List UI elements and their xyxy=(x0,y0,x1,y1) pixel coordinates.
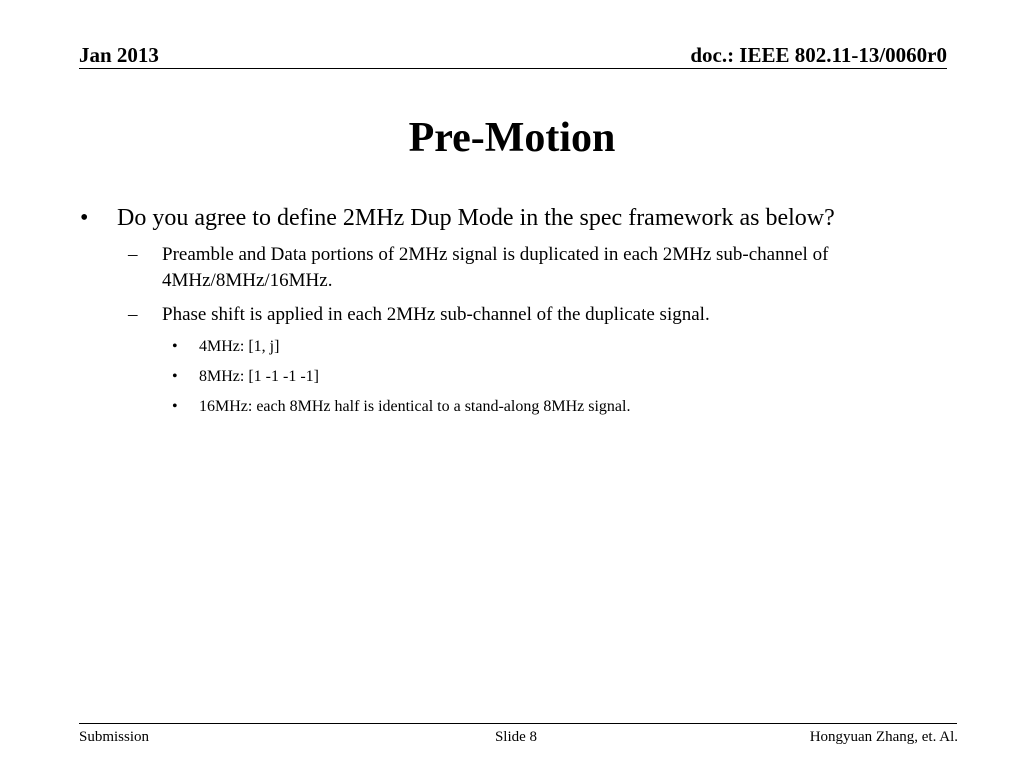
bullet-level3-item xyxy=(80,366,910,388)
bullet-level1-item xyxy=(80,202,910,234)
bullet-text: Do you agree to define 2MHz Dup Mode in the spec framework as below? xyxy=(117,205,835,231)
bullet-level3-item xyxy=(80,396,910,418)
bullet-text: Preamble and Data portions of 2MHz signal is duplicated in each 2MHz sub-channel of 4MHz/8MHz/16MHz. xyxy=(162,244,829,291)
header-doc-id: doc.: IEEE 802.11-13/0060r0 xyxy=(690,43,947,67)
bullet-marker: • xyxy=(172,338,178,355)
bullet-marker: • xyxy=(172,368,178,385)
dash-marker: – xyxy=(128,244,138,265)
bullet-text: Phase shift is applied in each 2MHz sub-channel of the duplicate signal. xyxy=(162,304,710,325)
bullet-level2-item xyxy=(80,302,910,328)
bullet-text: 8MHz: [1 -1 -1 -1] xyxy=(199,368,319,385)
bullet-text: 16MHz: each 8MHz half is identical to a stand-along 8MHz signal. xyxy=(199,398,631,415)
bullet-level2-item xyxy=(80,242,910,294)
footer-slide-number: Slide 8 xyxy=(494,729,538,745)
header-date: Jan 2013 xyxy=(79,43,159,67)
footer-author: Hongyuan Zhang, et. Al. xyxy=(809,729,958,745)
bullet-text: 4MHz: [1, j] xyxy=(199,338,280,355)
footer-divider xyxy=(79,723,957,724)
dash-marker: – xyxy=(128,304,138,325)
bullet-marker: • xyxy=(172,398,178,415)
slide-body xyxy=(80,202,910,418)
bullet-level3-item xyxy=(80,336,910,358)
bullet-marker: • xyxy=(80,205,89,231)
header-divider xyxy=(79,68,947,69)
slide-title: Pre-Motion xyxy=(408,115,616,161)
footer-submission: Submission xyxy=(79,729,150,745)
